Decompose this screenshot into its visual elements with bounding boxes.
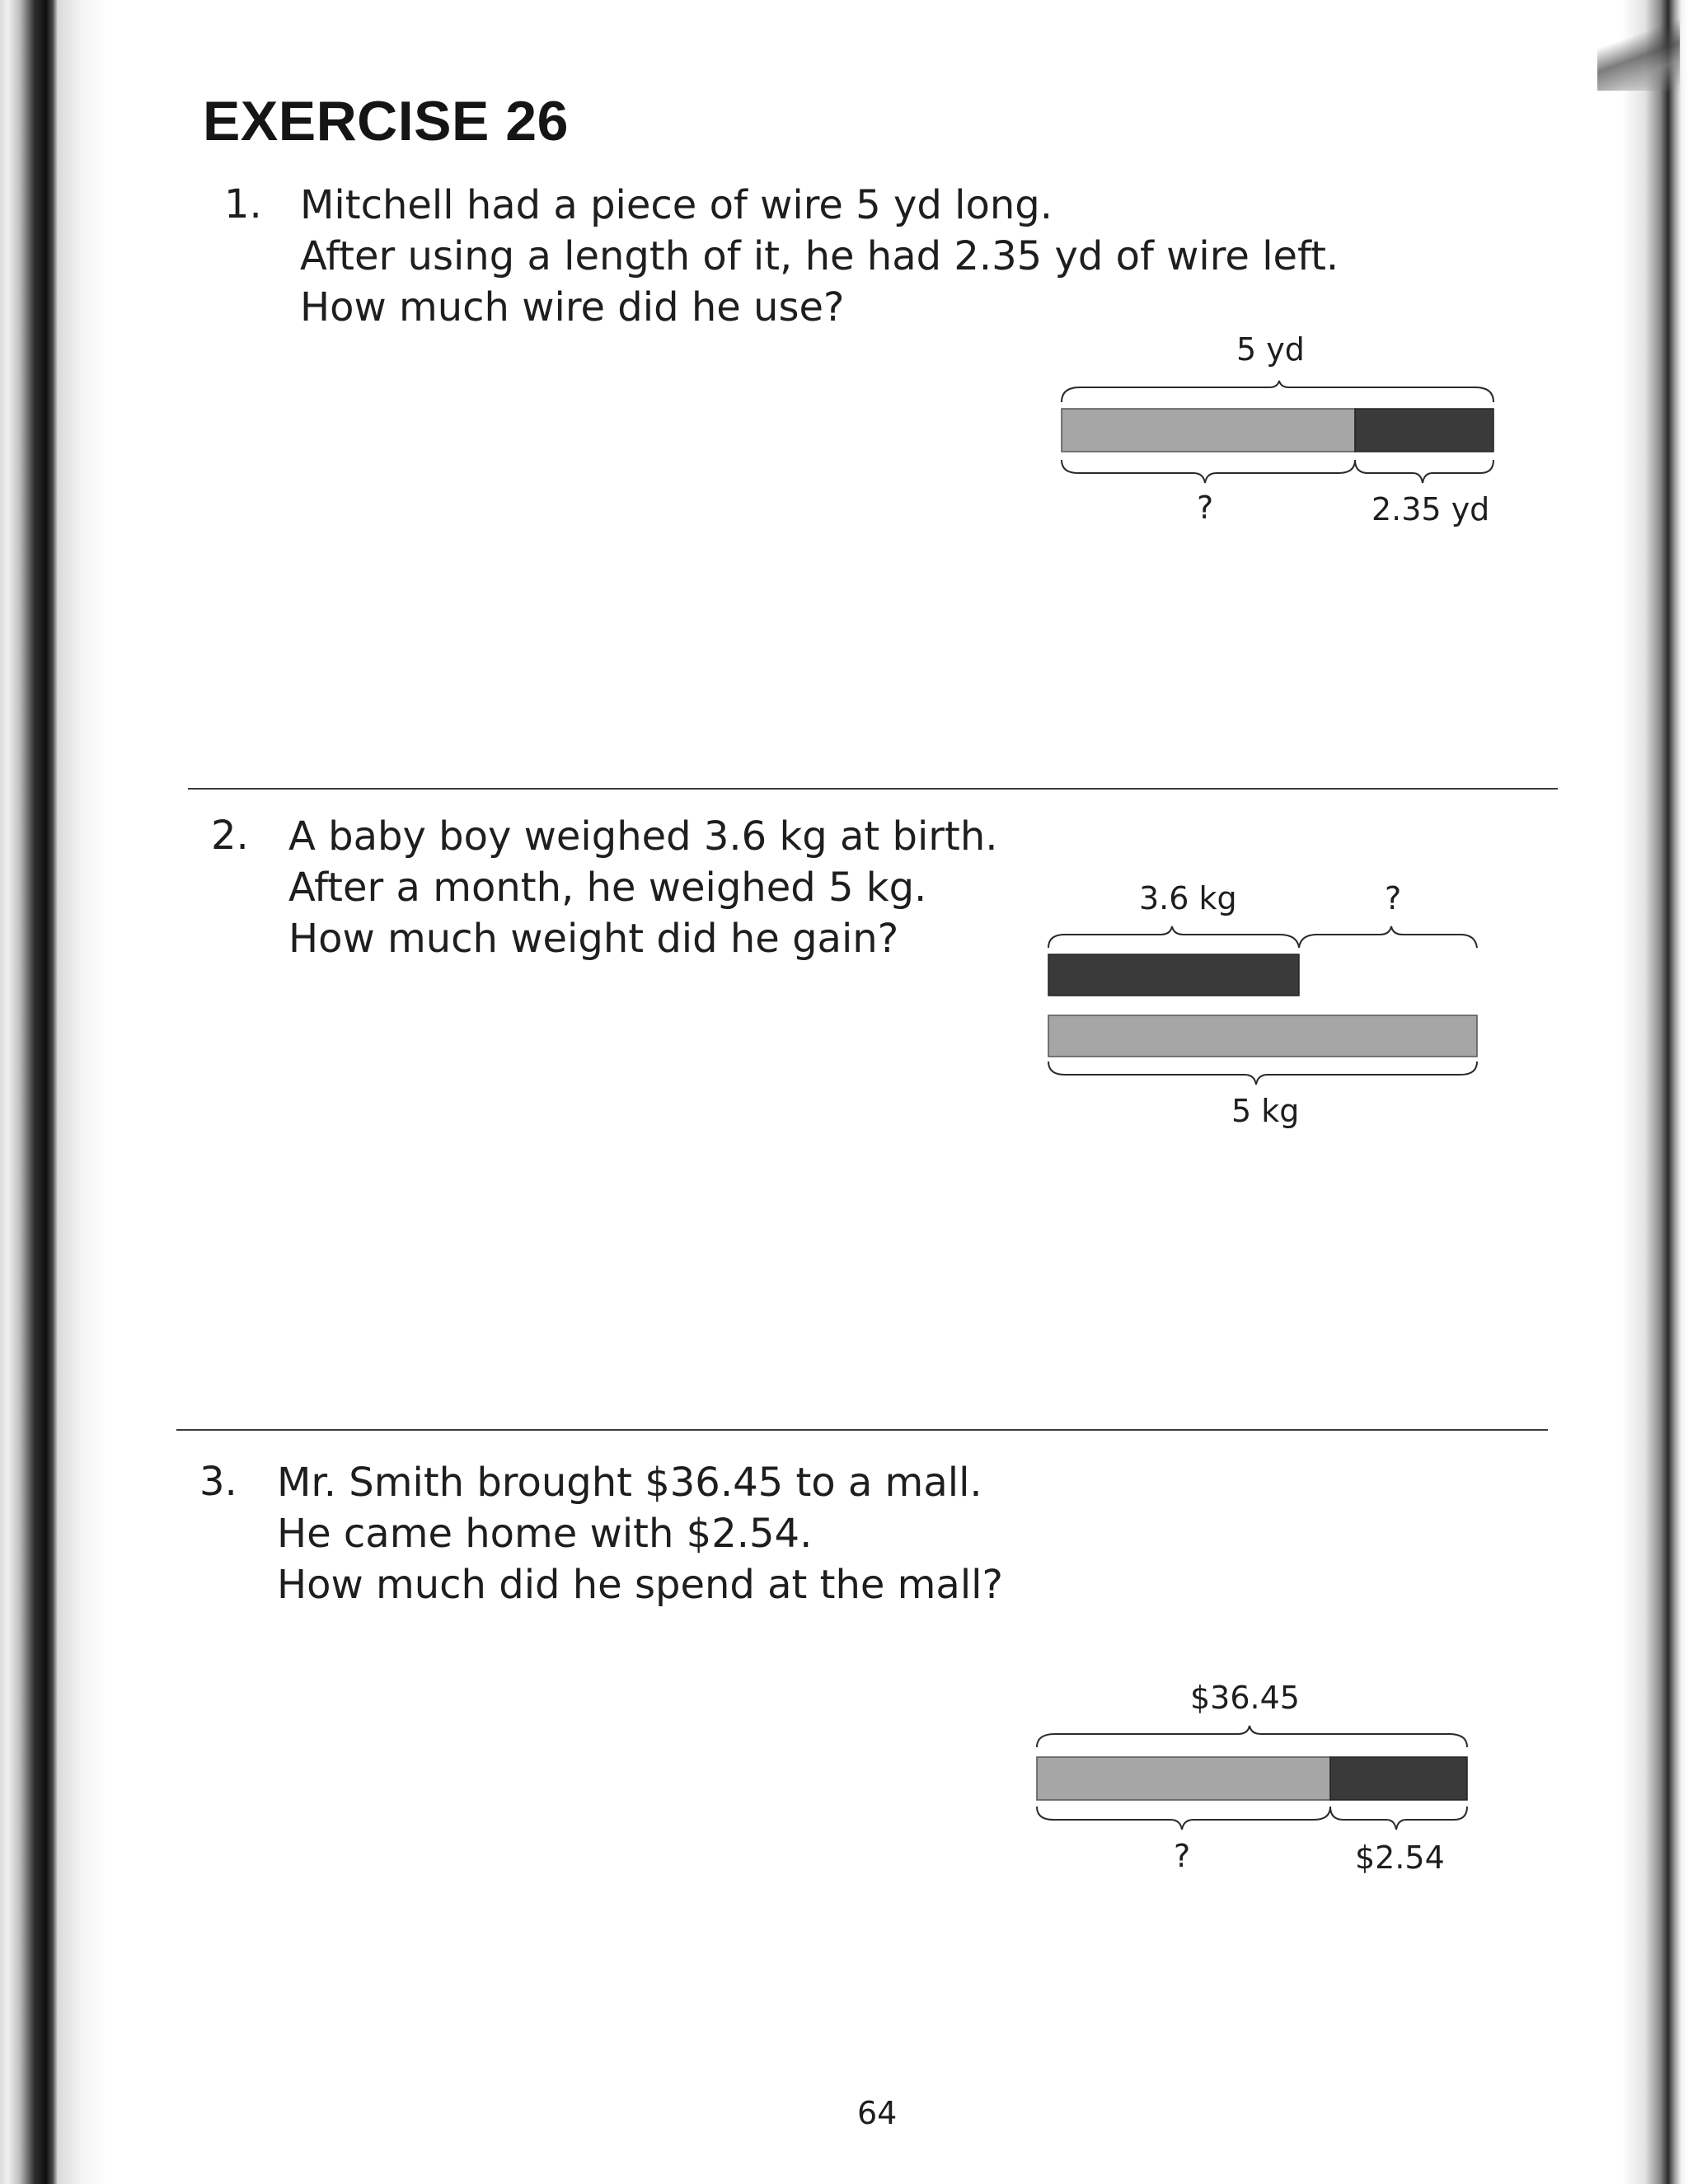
problem-2-line-1: A baby boy weighed 3.6 kg at birth. xyxy=(288,813,998,860)
problem-1-line-1: Mitchell had a piece of wire 5 yd long. xyxy=(300,182,1053,228)
problem-3-left-bar xyxy=(1330,1757,1467,1800)
problem-3-top-brace xyxy=(1037,1726,1467,1747)
divider-1 xyxy=(188,788,1558,790)
problem-3-unknown-brace xyxy=(1037,1807,1330,1830)
page-number: 64 xyxy=(857,2095,898,2131)
problem-3-part-brace xyxy=(1330,1807,1467,1830)
problem-3-spent-bar xyxy=(1037,1757,1330,1800)
exercise-title: EXERCISE 26 xyxy=(203,90,569,152)
problem-2-line-2: After a month, he weighed 5 kg. xyxy=(288,865,927,911)
problem-1-top-brace xyxy=(1062,381,1493,402)
problem-3-number: 3. xyxy=(199,1459,237,1505)
problem-1-line-3: How much wire did he use? xyxy=(300,284,845,330)
scan-binding-shadow-left xyxy=(0,0,58,2184)
problem-2-total-brace xyxy=(1048,1062,1477,1085)
problem-2-number: 2. xyxy=(211,813,249,859)
problem-3-unknown-label: ? xyxy=(1174,1838,1191,1874)
problem-1-text xyxy=(300,180,1339,333)
problem-1-line-2: After using a length of it, he had 2.35 yd of wire left. xyxy=(300,233,1339,279)
problem-2-unknown-label: ? xyxy=(1385,880,1402,916)
problem-1-number: 1. xyxy=(224,181,262,227)
problem-3-text xyxy=(277,1457,1003,1610)
problem-2-bar-model xyxy=(1040,926,1485,1091)
problem-1-bar-model xyxy=(1055,379,1500,503)
problem-1-used-bar xyxy=(1062,409,1355,452)
problem-2-part-brace xyxy=(1048,926,1299,948)
problem-1-left-bar xyxy=(1355,409,1493,452)
problem-2-part-label: 3.6 kg xyxy=(1139,880,1237,916)
problem-2-unknown-brace xyxy=(1299,926,1477,948)
problem-2-birth-weight-bar xyxy=(1048,954,1299,996)
problem-3-line-3: How much did he spend at the mall? xyxy=(277,1562,1003,1608)
divider-2 xyxy=(176,1429,1548,1431)
problem-3-line-2: He came home with $2.54. xyxy=(277,1511,813,1557)
problem-2-line-3: How much weight did he gain? xyxy=(288,916,899,962)
problem-1-unknown-label: ? xyxy=(1197,490,1214,526)
scan-edge-right xyxy=(1622,0,1688,2184)
problem-3-part-label: $2.54 xyxy=(1355,1840,1445,1876)
problem-1-unknown-brace xyxy=(1062,460,1355,483)
problem-2-total-label: 5 kg xyxy=(1231,1093,1300,1129)
problem-3-bar-model xyxy=(1030,1724,1475,1848)
problem-3-line-1: Mr. Smith brought $36.45 to a mall. xyxy=(277,1460,982,1506)
problem-3-total-label: $36.45 xyxy=(1190,1680,1300,1716)
problem-2-text xyxy=(288,811,998,964)
problem-1-part-brace xyxy=(1355,460,1493,483)
problem-1-part-label: 2.35 yd xyxy=(1372,491,1490,527)
problem-1-total-label: 5 yd xyxy=(1236,331,1305,368)
scan-page-curl xyxy=(1597,0,1680,91)
problem-2-month-weight-bar xyxy=(1048,1015,1477,1057)
scan-shadow-left xyxy=(58,0,107,2184)
